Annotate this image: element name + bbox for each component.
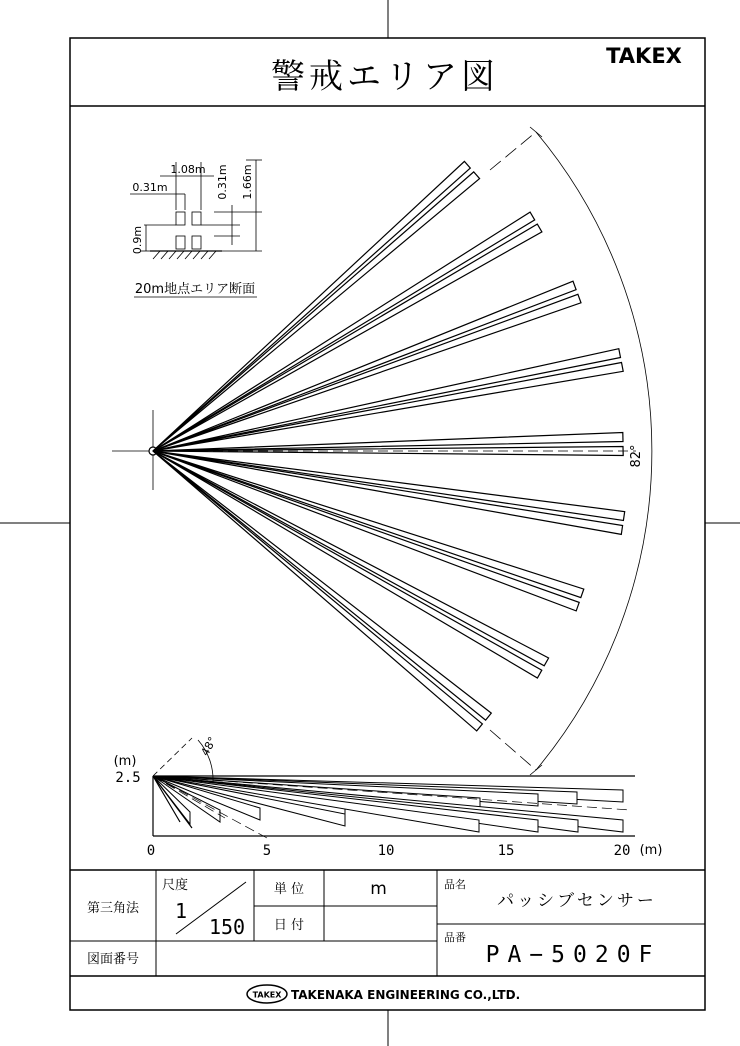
top-beam-1-b (153, 172, 480, 451)
company-footer (247, 985, 520, 1003)
dim-zone-height: 0.31m (216, 164, 229, 200)
x-axis-unit: (m) (639, 843, 663, 858)
company-logo-text: TAKEX (252, 990, 282, 1000)
top-view (112, 127, 652, 775)
ground-hatch (153, 251, 216, 259)
company-name: TAKENAKA ENGINEERING CO.,LTD. (291, 988, 521, 1002)
unit-value: m (370, 879, 390, 899)
side-view (114, 735, 663, 859)
dim-total-height: 1.66m (241, 164, 254, 200)
title-block-text (87, 877, 660, 968)
x-tick-0: 0 (146, 843, 156, 859)
cross-section-labels (131, 163, 257, 297)
model-number: PA−5020F (485, 942, 661, 968)
dim-low-height: 0.9m (131, 225, 144, 255)
coverage-angle-label: 82° (629, 444, 644, 468)
x-tick-15: 15 (497, 843, 515, 859)
top-beam-9-b (153, 451, 482, 731)
x-tick-5: 5 (262, 843, 272, 859)
model-label: 品番 (444, 931, 466, 944)
top-beam-1-a (153, 161, 470, 451)
side-view-beams (153, 776, 630, 838)
brand-logo: TAKEX (606, 44, 682, 68)
section-caption: 20m地点エリア断面 (134, 282, 256, 297)
side-unit-label: (m) (113, 754, 137, 769)
x-axis-ticks (147, 843, 631, 859)
detection-zones (176, 212, 201, 249)
side-height-label: 2.5 (115, 770, 141, 786)
drawing-no-label: 図面番号 (86, 952, 140, 967)
scale-label: 尺度 (161, 878, 189, 893)
dim-width: 1.08m (170, 163, 206, 176)
side-angle-label: 48° (198, 734, 220, 759)
product-name: パッシブセンサー (497, 891, 657, 911)
side-angle-ref (153, 738, 192, 776)
scale-numerator: 1 (174, 899, 188, 923)
product-label: 品名 (444, 878, 466, 891)
date-label: 日 付 (273, 918, 305, 933)
x-tick-20: 20 (613, 843, 631, 859)
dim-offset: 0.31m (132, 181, 168, 194)
page-title: 警戒エリア図 (271, 57, 499, 97)
unit-label: 単 位 (273, 882, 305, 897)
top-view-beams (153, 161, 636, 731)
top-beam-3-a (153, 281, 576, 451)
scale-denominator: 150 (208, 915, 246, 939)
top-beam-7-b (153, 451, 579, 611)
projection-label: 第三角法 (86, 901, 140, 916)
x-tick-10: 10 (377, 843, 395, 859)
